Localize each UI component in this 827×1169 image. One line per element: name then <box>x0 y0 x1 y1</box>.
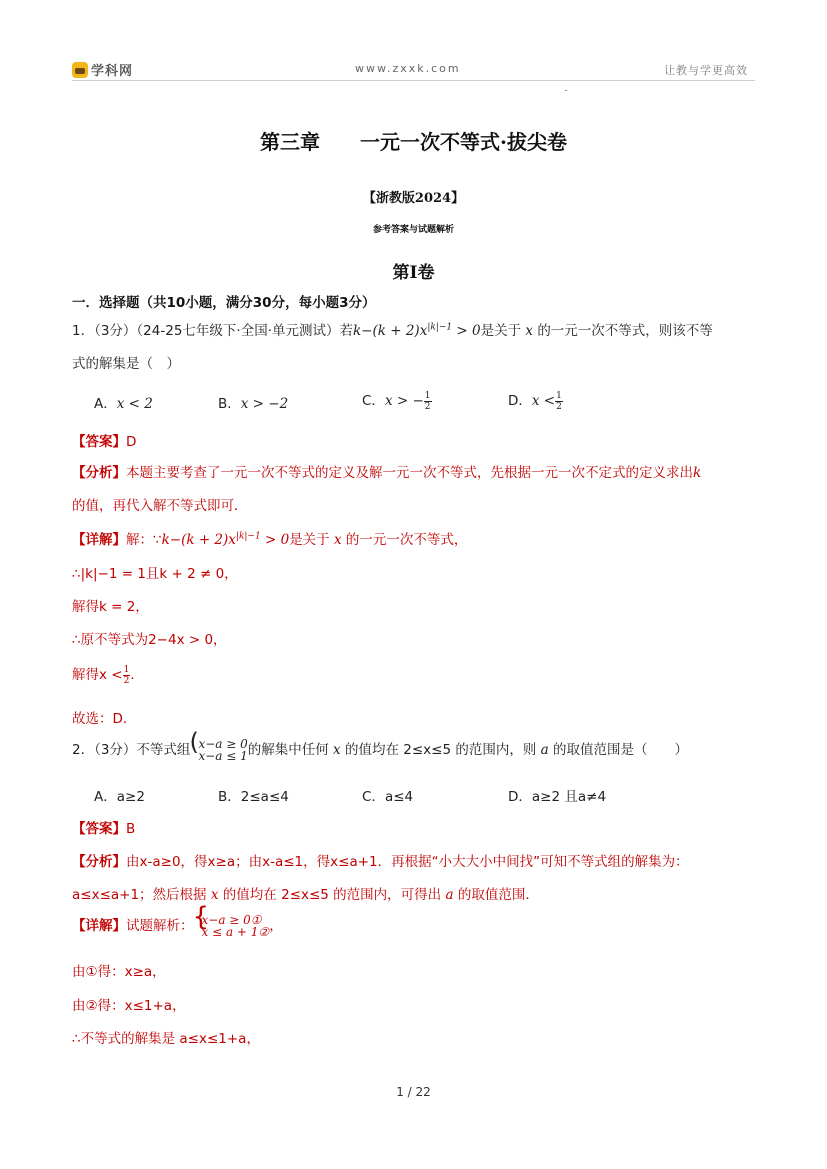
q1-answer: 【答案】D <box>72 434 137 450</box>
q2-option-c[interactable]: C．a≤4 <box>362 789 414 805</box>
q1-stem-line2: 式的解集是（ ） <box>72 356 180 372</box>
site-url[interactable]: www.zxxk.com <box>355 62 461 75</box>
q1-detail-line4: ∴原不等式为2−4x > 0， <box>72 632 227 648</box>
doc-edition: 【浙教版2024】 <box>362 191 465 206</box>
q1-analysis-line1: 【分析】本题主要考查了一元一次不等式的定义及解一元一次不等式，先根据一元一次不定式的定义求出k <box>72 465 702 481</box>
q2-option-a[interactable]: A．a≥2 <box>94 789 145 805</box>
doc-subtitle: 参考答案与试题解析 <box>372 225 454 235</box>
q2-analysis-line2: a≤x≤a+1；然后根据 x 的值均在 2≤x≤5 的范围内，可得出 a 的取值范围． <box>72 887 539 903</box>
page-header <box>0 0 827 90</box>
q2-detail-system: { x−a ≥ 0① x ≤ a + 1② <box>194 914 270 938</box>
site-logo[interactable] <box>72 60 133 79</box>
q2-inequality-system: ( x−a ≥ 0 x−a ≤ 1 <box>190 738 247 762</box>
q1-option-b[interactable]: B．x > −2 <box>218 396 289 412</box>
logo-icon <box>72 62 88 78</box>
doc-volume: 第I卷 <box>392 263 435 283</box>
q2-detail-line4: ∴不等式的解集是 a≤x≤1+a， <box>72 1031 260 1047</box>
q2-answer: 【答案】B <box>72 821 136 837</box>
q1-option-a[interactable]: A．x < 2 <box>94 396 153 412</box>
q1-detail-line6: 故选：D． <box>72 711 137 727</box>
header-divider <box>72 80 755 81</box>
q1-detail-line1: 【详解】解：∵k−(k + $2)x^{|k|-1} > 0$是关于 x 的一元一次不等式， <box>72 531 468 548</box>
q2-option-b[interactable]: B．2≤a≤4 <box>218 789 289 805</box>
q2-option-d[interactable]: D．a≥2 且a≠4 <box>508 789 607 805</box>
q1-detail-line3: 解得k = 2， <box>72 599 149 615</box>
q2-detail-line2: 由①得：x≥a， <box>72 964 166 980</box>
site-slogan: 让教与学更高效 <box>664 64 748 77</box>
q1-option-c[interactable]: C．x > − $\frac{1}{2}$ <box>362 390 431 412</box>
q1-option-d[interactable]: D．x < $\frac{1}{2}$ <box>508 390 562 412</box>
logo-text: 学科网 <box>91 64 134 79</box>
q2-analysis-line1: 【分析】由x-a≥0，得x≥a；由x-a≤1，得x≤a+1．再根据“小大大小中间找”可知不等式组的解集为： <box>72 854 689 870</box>
q1-detail-line5: 解得x < $\frac{1}{2}$ ． <box>72 664 144 686</box>
doc-title: 第三章 一元一次不等式·拔尖卷 <box>260 130 567 154</box>
q1-detail-line2: ∴|k|−1 = 1且k + 2 ≠ 0， <box>72 566 238 582</box>
section-heading: 一．选择题（共10小题，满分30分，每小题3分） <box>72 295 376 311</box>
q1-analysis-line2: 的值，再代入解不等式即可． <box>72 498 248 514</box>
q1-stem-line1: 1．（3分）（24-25七年级下·全国·单元测试）若$k-(k + 2)x^{|k|-1} > 0$是关于 x 的一元一次不等式，则该不等 <box>72 322 713 339</box>
q2-detail-line3: 由②得：x≤1+a， <box>72 998 186 1014</box>
q2-detail-line1: 【详解】试题解析： { x−a ≥ 0① x ≤ a + 1② ， <box>72 914 283 938</box>
q2-stem: 2．（3分）不等式组 ( x−a ≥ 0 x−a ≤ 1 的解集中任何 x 的值均在 2≤x≤5 的范围内，则 a 的取值范围是（ ） <box>72 738 688 762</box>
header-dot <box>565 90 567 91</box>
page-number: 1 / 22 <box>396 1085 431 1099</box>
